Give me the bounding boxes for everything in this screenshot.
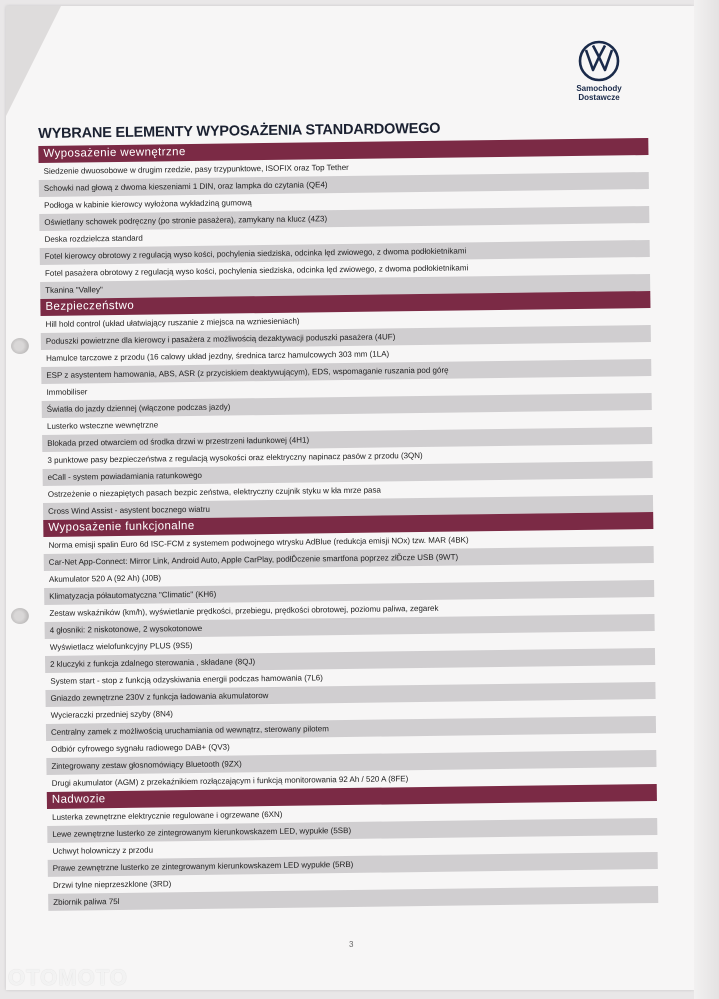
document-title: WYBRANE ELEMENTY WYPOSAŻENIA STANDARDOWEGO [38, 120, 441, 142]
equipment-row: Uchwyt holowniczy z przodu [52, 845, 154, 856]
section-header: Bezpieczeństwo [40, 291, 650, 316]
equipment-row: Wycieraczki przedniej szyby (8N4) [50, 709, 174, 720]
equipment-row: Centralny zamek z możliwością uruchamiania od wewnątrz, sterowany pilotem [46, 716, 656, 741]
equipment-row: Prawe zewnętrzne lusterko ze zintegrowanym kierunkowskazem LED wypukłe (5RB) [48, 852, 658, 877]
equipment-row: Hamulce tarczowe z przodu (16 calowy układ jezdny, średnica tarcz hamulcowych 303 mm (1LA) [46, 349, 390, 363]
equipment-row: Odbiór cyfrowego sygnału radiowego DAB+ (QV3) [51, 742, 230, 754]
punch-hole [11, 608, 29, 624]
page-fold [6, 6, 61, 116]
equipment-row: Fotel pasażera obrotowy z regulacją wyso kości, pochylenia siedziska, odcinka lęd zwiowego, z dwoma podłokietnikami [44, 263, 469, 278]
equipment-row: Lewe zewnętrzne lusterko ze zintegrowanym kierunkowskazem LED, wypukłe (5SB) [47, 818, 657, 843]
equipment-row: Immobiliser [46, 387, 88, 397]
equipment-row: Akumulator 520 A (92 Ah) (J0B) [48, 573, 162, 584]
brand-line: Samochody [576, 84, 622, 93]
equipment-row: Oświetlany schowek podręczny (po stronie pasażera), zamykany na klucz (4Z3) [39, 206, 649, 231]
equipment-row: Klimatyzacja półautomatyczna "Climatic" (KH6) [44, 580, 654, 605]
equipment-row: Hill hold control (układ ułatwiający ruszanie z miejsca na wzniesieniach) [45, 316, 300, 329]
equipment-row: Lusterko wsteczne wewnętrzne [46, 420, 159, 431]
equipment-row: Drugi akumulator (AGM) z przekaźnikiem rozłączającym i funkcją monitorowania 92 Ah / 520 A (8FE) [51, 774, 409, 788]
equipment-row: Car-Net App-Connect: Mirror Link, Android Auto, Apple CarPlay, podłĎczenie smartfona poprzez złĎcze USB (9WT) [44, 546, 654, 571]
equipment-row: Zestaw wskaźników (km/h), wyświetlanie prędkości, przebiegu, prędkości obrotowej, poziomu paliwa, zegarek [49, 603, 439, 618]
equipment-row: Schowki nad głową z dwoma kieszeniami 1 DIN, oraz lampka do czytania (QE4) [39, 172, 649, 197]
punch-hole [11, 338, 29, 354]
equipment-row: 3 punktowe pasy bezpieczeństwa z regulacją wysokości oraz elektryczny napinacz pasów z przodu (3QN) [47, 450, 423, 465]
equipment-row: Fotel kierowcy obrotowy z regulacją wyso kości, pochylenia siedziska, odcinka lęd zwiowego, z dwoma podłokietnikami [40, 240, 650, 265]
equipment-row: Zintegrowany zestaw głosnomówiący Bluetooth (9ZX) [46, 750, 656, 775]
equipment-row: eCall - system powiadamiania ratunkowego [43, 461, 653, 486]
equipment-row: Tkanina "Valley" [40, 274, 650, 299]
vw-logo [578, 40, 620, 82]
sections-container [38, 138, 658, 911]
equipment-row: ESP z asystentem hamowania, ABS, ASR (z przyciskiem deaktywującym), EDS, wspomaganie ruszania pod górę [41, 359, 651, 384]
equipment-row: Deska rozdzielcza standard [44, 233, 143, 244]
section-header: Wyposażenie funkcjonalne [43, 512, 653, 537]
equipment-row: Poduszki powietrzne dla kierowcy i pasażera z możliwością dezaktywacji poduszki pasażera (4UF) [41, 325, 651, 350]
brand-caption [560, 84, 638, 102]
equipment-row: Blokada przed otwarciem od środka drzwi w przestrzeni ładunkowej (4H1) [42, 427, 652, 452]
equipment-row: Wyświetlacz wielofunkcyjny PLUS (9S5) [49, 641, 193, 652]
equipment-row: Siedzenie dwuosobowe w drugim rzedzie, pasy trzypunktowe, ISOFIX oraz Top Tether [43, 162, 349, 176]
equipment-row: System start - stop z funkcją odzyskiwania energii podczas hamowania (7L6) [50, 673, 323, 686]
equipment-row: 2 kluczyki z funkcja zdalnego sterowania , składane (8QJ) [45, 648, 655, 673]
equipment-row: Podłoga w kabinie kierowcy wyłożona wykładziną gumową [44, 198, 252, 210]
section-header: Wyposażenie wewnętrzne [38, 138, 648, 163]
page-number: 3 [349, 940, 354, 949]
section-header: Nadwozie [47, 784, 657, 809]
equipment-row: Ostrzeżenie o niezapiętych pasach bezpic zeństwa, elektryczny czujnik styku w kła mrze pasa [47, 485, 381, 499]
equipment-row: Drzwi tylne nieprzeszklone (3RD) [52, 879, 172, 890]
equipment-row: Zbiornik paliwa 75l [48, 886, 658, 911]
equipment-row: Norma emisji spalin Euro 6d ISC-FCM z systemem podwojnego wtrysku AdBlue (redukcja emisji NOx) tzw. MAR (4BK) [48, 535, 469, 550]
equipment-row: Lusterka zewnętrzne elektrycznie regulowane i ogrzewane (6XN) [52, 809, 283, 822]
watermark: OTOMOTO [8, 965, 128, 990]
equipment-row: 4 głosniki: 2 niskotonowe, 2 wysokotonowe [45, 614, 655, 639]
equipment-row: Cross Wind Assist - asystent bocznego wiatru [43, 495, 653, 520]
stacked-page-edge [694, 0, 719, 999]
equipment-row: Gniazdo zewnętrzne 230V z funkcja ładowania akumulatorow [45, 682, 655, 707]
equipment-row: Światła do jazdy dziennej (włączone podczas jazdy) [42, 393, 652, 418]
brand-line: Dostawcze [578, 93, 620, 102]
equipment-list [38, 114, 658, 911]
